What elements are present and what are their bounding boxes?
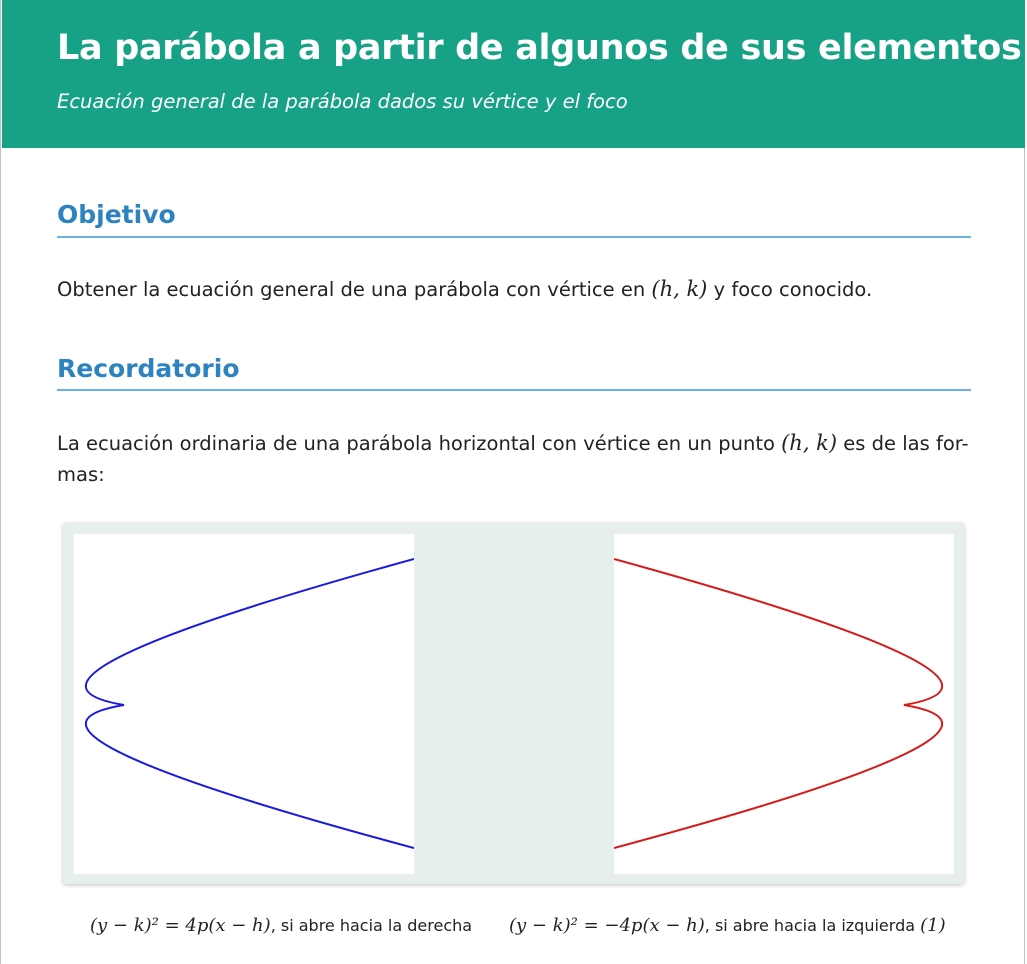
right-opening-parabola-plot	[74, 534, 414, 874]
page-header	[2, 0, 1025, 148]
page-subtitle: Ecuación general de la parábola dados su vértice y el foco	[57, 90, 628, 113]
recordatorio-text-before: La ecuación ordinaria de una parábola horizontal con vértice en un punto	[57, 432, 782, 455]
objetivo-text-after: y foco conocido.	[707, 278, 873, 301]
left-opening-formula: (y − k)² = −4p(x − h)	[509, 915, 705, 936]
right-opening-caption	[90, 915, 472, 936]
recordatorio-text-after: es de las for-	[837, 432, 969, 455]
right-opening-parabola-panel	[74, 534, 414, 874]
left-opening-caption	[509, 915, 946, 936]
recordatorio-vertex-math: (h, k)	[781, 431, 838, 455]
right-opening-parabola-curve	[86, 559, 414, 848]
parabola-figure	[63, 523, 964, 884]
left-opening-parabola-plot	[614, 534, 954, 874]
recordatorio-heading: Recordatorio	[57, 354, 240, 383]
right-opening-formula: (y − k)² = 4p(x − h)	[90, 915, 271, 936]
right-opening-text: , si abre hacia la derecha	[270, 916, 473, 935]
recordatorio-line-1	[57, 428, 971, 459]
left-opening-text: , si abre hacia la izquierda	[704, 916, 916, 935]
objetivo-vertex-math: (h, k)	[651, 277, 708, 301]
left-opening-parabola-panel	[614, 534, 954, 874]
objetivo-rule	[57, 236, 971, 238]
page-title: La parábola a partir de algunos de sus elementos	[57, 28, 1022, 68]
recordatorio-line-2: mas:	[57, 463, 105, 486]
objetivo-paragraph	[57, 274, 971, 305]
objetivo-text-before: Obtener la ecuación general de una parábola con vértice en	[57, 278, 652, 301]
left-opening-parabola-curve	[614, 559, 942, 848]
recordatorio-paragraph	[57, 428, 971, 490]
recordatorio-rule	[57, 389, 971, 391]
objetivo-heading: Objetivo	[57, 200, 176, 229]
equation-number: (1)	[920, 915, 946, 936]
